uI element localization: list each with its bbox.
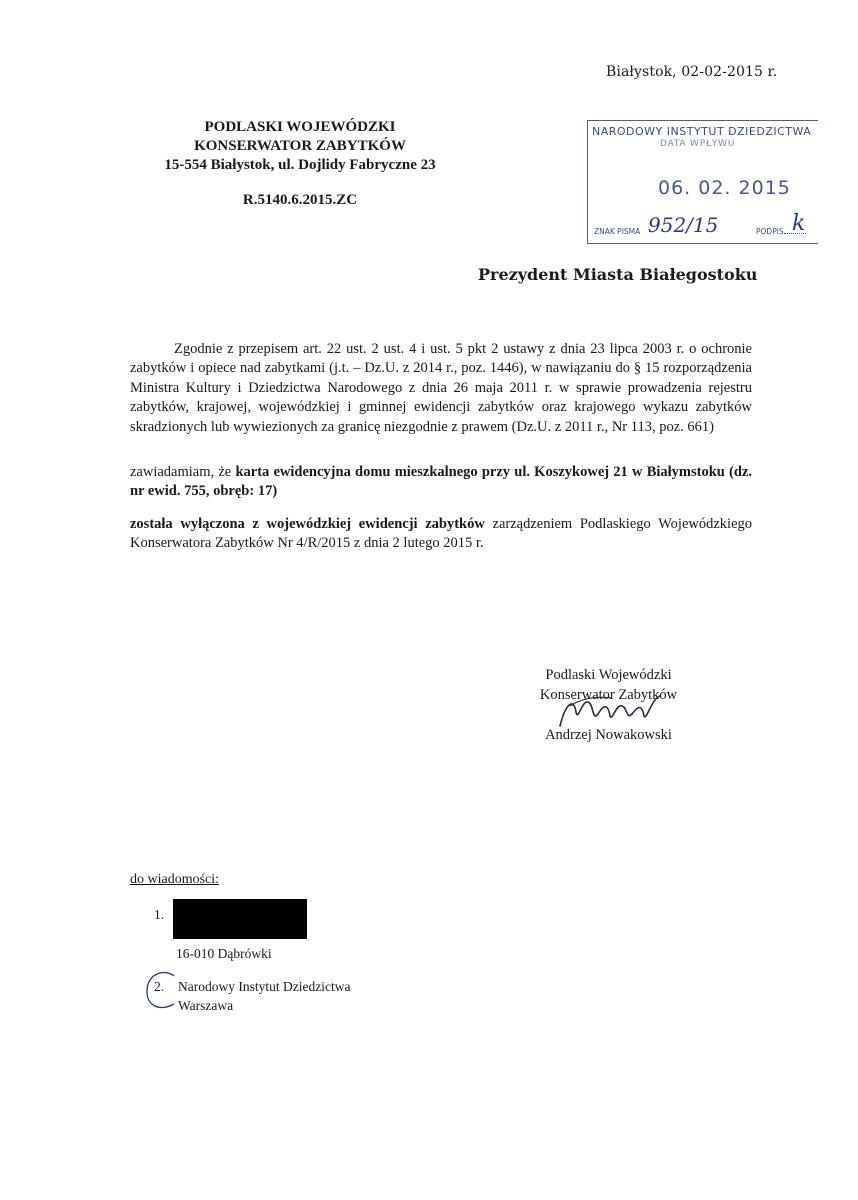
cc-item-1-address: 16-010 Dąbrówki: [176, 946, 272, 961]
paragraph-legal-basis: [130, 340, 752, 437]
notice-lead: zawiadamiam, że: [130, 464, 232, 480]
paragraph-decision: [130, 515, 752, 554]
sender-line-1: PODLASKI WOJEWÓDZKI: [204, 119, 396, 135]
sender-address: 15-554 Białystok, ul. Dojlidy Fabryczne 23: [164, 157, 436, 173]
sender-block: [130, 118, 470, 210]
handwritten-signature: [552, 692, 672, 732]
redaction-box: [173, 899, 307, 939]
recipient: Prezydent Miasta Białegostoku: [478, 265, 758, 284]
signature-line-1: Podlaski Wojewódzki: [545, 667, 672, 683]
paragraph-legal-basis-text: Zgodnie z przepisem art. 22 ust. 2 ust. 4 i ust. 5 pkt 2 ustawy z dnia 23 lipca 2003 r. o ochronie zabytków i opiece nad zabytkami (j.t. – Dz.U. z 2014 r., poz. 1446), w nawiązaniu do § 15 rozporządzenia Ministra Kultury i Dziedzictwa Narodowego z dnia 26 maja 2011 r. w sprawie prowadzenia rejestru zabytków, krajowej, wojewódzkiej i gminnej ewidencji zabytków oraz krajowego wykazu zabytków skradzionych lub wywiezionych za granicę niezgodnie z prawem (Dz.U. z 2011 r., Nr 113, poz. 661): [130, 341, 752, 435]
stamp-number: 952/15: [648, 213, 719, 237]
receipt-stamp: [587, 120, 818, 244]
cc-heading: do wiadomości:: [130, 872, 220, 887]
stamp-podpis-label: PODPIS: [756, 227, 784, 236]
cc-item-1-number: 1.: [154, 907, 165, 922]
place-date: Białystok, 02-02-2015 r.: [606, 64, 778, 80]
cc-item-2-number: 2.: [154, 979, 165, 994]
cc-item-2-line-2: Warszawa: [178, 998, 234, 1013]
stamp-initial: k: [792, 211, 806, 236]
cc-item-2-line-1: Narodowy Instytut Dziedzictwa: [178, 979, 351, 994]
notice-subject: karta ewidencyjna domu mieszkalnego przy ul. Koszykowej 21 w Białymstoku (dz. nr ewid. 755, obręb: 17): [130, 464, 753, 500]
stamp-institution: NARODOWY INSTYTUT DZIEDZICTWA: [592, 125, 812, 138]
cc-item-2: [178, 977, 350, 1015]
paragraph-notice: [130, 463, 752, 502]
signature-line-2: Konserwator Zabytków: [539, 687, 678, 703]
decision-bold: została wyłączona z wojewódzkiej ewidencji zabytków: [130, 516, 485, 532]
stamp-znak-label: ZNAK PISMA: [594, 227, 641, 236]
reference-number: R.5140.6.2015.ZC: [242, 192, 358, 208]
signature-name: Andrzej Nowakowski: [545, 727, 672, 743]
stamp-date: 06. 02. 2015: [658, 177, 791, 199]
sender-line-2: KONSERWATOR ZABYTKÓW: [194, 138, 406, 154]
decision-rest: zarządzeniem Podlaskiego Wojewódzkiego Konserwatora Zabytków Nr 4/R/2015 z dnia 2 lutego 2015 r.: [130, 516, 753, 552]
stamp-label: DATA WPŁYWU: [660, 139, 736, 149]
